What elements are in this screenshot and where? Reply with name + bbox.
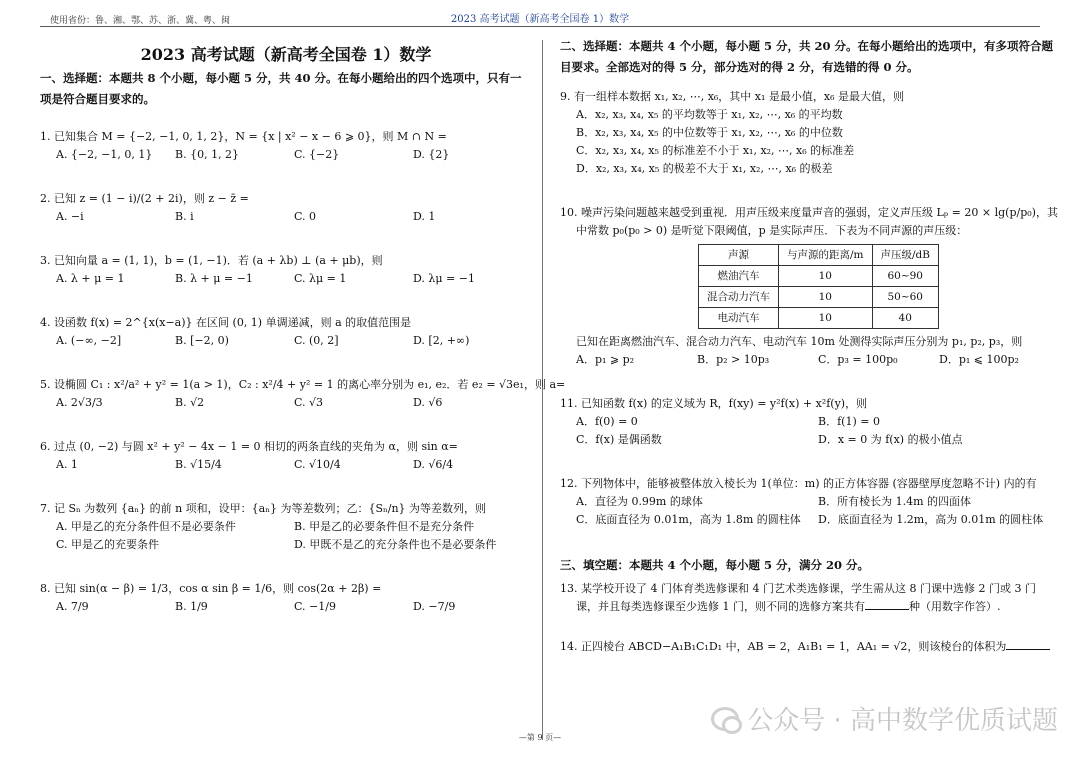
- question-stem: 1. 已知集合 M = {−2, −1, 0, 1, 2}，N = {x | x² − x − 6 ⩾ 0}，则 M ∩ N =: [40, 130, 447, 143]
- section-2-heading: 二、选择题：本题共 4 个小题，每小题 5 分，共 20 分。在每小题给出的选项中，有多项符合题目要求。全部选对的得 5 分，部分选对的得 2 分，有选错的得 0 分。: [560, 39, 1054, 74]
- table-row: [699, 266, 939, 287]
- option-D: D. √6: [413, 396, 443, 409]
- question-8: [40, 580, 532, 616]
- right-column: [560, 36, 1060, 656]
- options: [40, 394, 532, 412]
- running-title: 2023 高考试题（新高考全国卷 1）数学: [450, 14, 630, 25]
- option-B: B．p₂ > 10p₃: [697, 353, 770, 366]
- option-D: D. {2}: [413, 148, 450, 161]
- option-B: B. √2: [175, 396, 205, 409]
- question-stem: 12. 下列物体中，能够被整体放入棱长为 1(单位：m) 的正方体容器 (容器壁厚度忽略不计) 内的有: [560, 477, 1037, 490]
- option-D: D. 甲既不是乙的充分条件也不是必要条件: [294, 538, 497, 551]
- option-D: D．p₁ ⩽ 100p₂: [939, 353, 1019, 366]
- option-D: D. √6/4: [413, 458, 454, 471]
- option-C: C．x₂, x₃, x₄, x₅ 的标准差不小于 x₁, x₂, ⋯, x₆ 的标准差: [576, 144, 855, 157]
- option-D: D．x₂, x₃, x₄, x₅ 的极差不大于 x₁, x₂, ⋯, x₆ 的极差: [576, 162, 833, 175]
- table-cell: 燃油汽车: [699, 266, 779, 287]
- option-C: C．f(x) 是偶函数: [576, 433, 662, 446]
- question-7: [40, 500, 532, 554]
- question-3: [40, 252, 532, 288]
- question-11: [560, 395, 1060, 449]
- option-C: C. √3: [294, 396, 324, 409]
- wechat-logo-icon: [711, 707, 739, 731]
- option-A: A．x₂, x₃, x₄, x₅ 的平均数等于 x₁, x₂, ⋯, x₆ 的平均数: [576, 108, 843, 121]
- option-A: A. 2√3/3: [56, 396, 103, 409]
- question-1: [40, 128, 532, 164]
- option-B: B．f(1) = 0: [818, 415, 880, 428]
- option-C: C．p₃ = 100p₀: [818, 353, 898, 366]
- question-13: [560, 580, 1060, 616]
- question-5: [40, 376, 566, 412]
- question-stem: 3. 已知向量 a = (1, 1)，b = (1, −1)．若 (a + λb) ⊥ (a + μb)，则: [40, 254, 383, 267]
- table-cell: 10: [779, 266, 873, 287]
- question-stem-text: 14. 正四棱台 ABCD−A₁B₁C₁D₁ 中，AB = 2，A₁B₁ = 1，AA₁ = √2，则该棱台的体积为: [560, 640, 1007, 653]
- table-row: [699, 308, 939, 329]
- header-provinces: 使用省份：鲁、湘、鄂、苏、浙、冀、粤、闽: [50, 16, 231, 26]
- options: [560, 493, 1060, 529]
- question-10: [560, 204, 1060, 369]
- table-cell: 混合动力汽车: [699, 287, 779, 308]
- page-title: 2023 高考试题（新高考全国卷 1）数学: [140, 45, 432, 64]
- option-B: B. 甲是乙的必要条件但不是充分条件: [294, 520, 475, 533]
- table-header-cell: 声源: [699, 245, 779, 266]
- option-D: D．底面直径为 1.2m，高为 0.01m 的圆柱体: [818, 513, 1044, 526]
- question-6: [40, 438, 532, 474]
- option-C: C. 甲是乙的充要条件: [56, 538, 160, 551]
- question-stem: 6. 过点 (0, −2) 与圆 x² + y² − 4x − 1 = 0 相切的两条直线的夹角为 α，则 sin α=: [40, 440, 458, 453]
- option-D: D. [2, +∞): [413, 334, 470, 347]
- section-3-heading: 三、填空题：本题共 4 个小题，每小题 5 分，满分 20 分。: [560, 558, 870, 572]
- left-question-list: [40, 128, 566, 616]
- section-1-heading: 一、选择题：本题共 8 个小题，每小题 5 分，共 40 分。在每小题给出的四个选项中，只有一项是符合题目要求的。: [40, 71, 522, 106]
- question-stem-cont: 中常数 p₀(p₀ > 0) 是听觉下限阈值，p 是实际声压．下表为不同声源的声压级：: [576, 224, 968, 237]
- options: [40, 598, 532, 616]
- question-14: [560, 638, 1060, 656]
- question-stem-cont: 已知在距离燃油汽车、混合动力汽车、电动汽车 10m 处测得实际声压分别为 p₁, p₂, p₃，则: [576, 335, 1023, 348]
- header-rule: [40, 26, 1040, 27]
- options: [40, 270, 532, 288]
- option-B: B. λ + μ = −1: [175, 272, 253, 285]
- question-stem: 13. 某学校开设了 4 门体育类选修课和 4 门艺术类选修课，学生需从这 8 门课中选修 2 门或 3 门: [560, 582, 1036, 595]
- option-D: D. 1: [413, 210, 436, 223]
- table-header-row: [699, 245, 939, 266]
- option-B: B. [−2, 0): [175, 334, 229, 347]
- option-B: B. 1/9: [175, 600, 208, 613]
- table-row: [699, 287, 939, 308]
- question-stem: 4. 设函数 f(x) = 2^{x(x−a)} 在区间 (0, 1) 单调递减，则 a 的取值范围是: [40, 316, 412, 329]
- question-4: [40, 314, 532, 350]
- sound-level-table: [698, 244, 939, 329]
- option-A: A. (−∞, −2]: [56, 334, 122, 347]
- question-stem: [560, 638, 1060, 656]
- options: [40, 456, 532, 474]
- question-stem: 5. 设椭圆 C₁ : x²/a² + y² = 1(a > 1)，C₂ : x²/4 + y² = 1 的离心率分别为 e₁, e₂．若 e₂ = √3e₁，则 a=: [40, 378, 566, 391]
- question-stem: 11. 已知函数 f(x) 的定义域为 R，f(xy) = y²f(x) + x²f(y)，则: [560, 397, 868, 410]
- table-cell: 10: [779, 308, 873, 329]
- option-A: A. λ + μ = 1: [56, 272, 125, 285]
- watermark-text: 公众号 · 高中数学优质试题: [747, 706, 1058, 736]
- option-A: A．直径为 0.99m 的球体: [576, 495, 703, 508]
- options: [40, 332, 532, 350]
- option-C: C. λμ = 1: [294, 272, 347, 285]
- question-stem: 8. 已知 sin(α − β) = 1/3，cos α sin β = 1/6，则 cos(2α + 2β) =: [40, 582, 382, 595]
- question-stem: 2. 已知 z = (1 − i)/(2 + 2i)，则 z − z̄ =: [40, 192, 249, 205]
- option-A: A. 7/9: [56, 600, 89, 613]
- options: [560, 413, 1060, 449]
- question-2: [40, 190, 532, 226]
- answer-blank: [1006, 638, 1050, 650]
- question-stem: 7. 记 Sₙ 为数列 {aₙ} 的前 n 项和，设甲：{aₙ} 为等差数列；乙：{Sₙ/n} 为等差数列，则: [40, 502, 487, 515]
- option-B: B. √15/4: [175, 458, 222, 471]
- table-header-cell: 声压级/dB: [872, 245, 938, 266]
- question-stem: 9. 有一组样本数据 x₁, x₂, ⋯, x₆，其中 x₁ 是最小值，x₆ 是最大值，则: [560, 90, 905, 103]
- options: [40, 518, 532, 554]
- table-cell: 50~60: [872, 287, 938, 308]
- question-stem: 10. 噪声污染问题越来越受到重视．用声压级来度量声音的强弱，定义声压级 Lₚ = 20 × lg(p/p₀)，其: [560, 206, 1058, 219]
- page-number: —第 9 页—: [518, 733, 562, 742]
- table-header-cell: 与声源的距离/m: [779, 245, 873, 266]
- option-A: A. 1: [56, 458, 78, 471]
- option-A: A. 甲是乙的充分条件但不是必要条件: [56, 520, 236, 533]
- option-B: B．所有棱长为 1.4m 的四面体: [818, 495, 972, 508]
- option-A: A. {−2, −1, 0, 1}: [56, 148, 153, 161]
- question-stem-text: 种（用数字作答）.: [909, 600, 1001, 613]
- answer-blank: [865, 598, 909, 610]
- option-D: D. λμ = −1: [413, 272, 475, 285]
- table-cell: 10: [779, 287, 873, 308]
- question-stem-cont: [560, 598, 1060, 616]
- question-stem-text: 课，并且每类选修课至少选修 1 门，则不同的选修方案共有: [576, 600, 865, 613]
- table-cell: 60~90: [872, 266, 938, 287]
- option-C: C. 0: [294, 210, 317, 223]
- table-cell: 电动汽车: [699, 308, 779, 329]
- question-12: [560, 475, 1060, 529]
- option-C: C. √10/4: [294, 458, 341, 471]
- option-A: A．p₁ ⩾ p₂: [576, 353, 635, 366]
- left-column: [40, 40, 566, 616]
- option-C: C. {−2}: [294, 148, 340, 161]
- option-B: B．x₂, x₃, x₄, x₅ 的中位数等于 x₁, x₂, ⋯, x₆ 的中位数: [576, 126, 843, 139]
- option-C: C. −1/9: [294, 600, 336, 613]
- options: [560, 351, 1060, 369]
- option-D: D．x = 0 为 f(x) 的极小值点: [818, 433, 963, 446]
- options: [40, 208, 532, 226]
- table-cell: 40: [872, 308, 938, 329]
- option-C: C．底面直径为 0.01m，高为 1.8m 的圆柱体: [576, 513, 801, 526]
- option-B: B. {0, 1, 2}: [175, 148, 240, 161]
- options: [560, 106, 1060, 178]
- option-D: D. −7/9: [413, 600, 456, 613]
- option-A: A．f(0) = 0: [576, 415, 638, 428]
- question-9: [560, 88, 1060, 178]
- option-A: A. −i: [56, 210, 84, 223]
- option-B: B. i: [175, 210, 194, 223]
- options: [40, 146, 532, 164]
- option-C: C. (0, 2]: [294, 334, 339, 347]
